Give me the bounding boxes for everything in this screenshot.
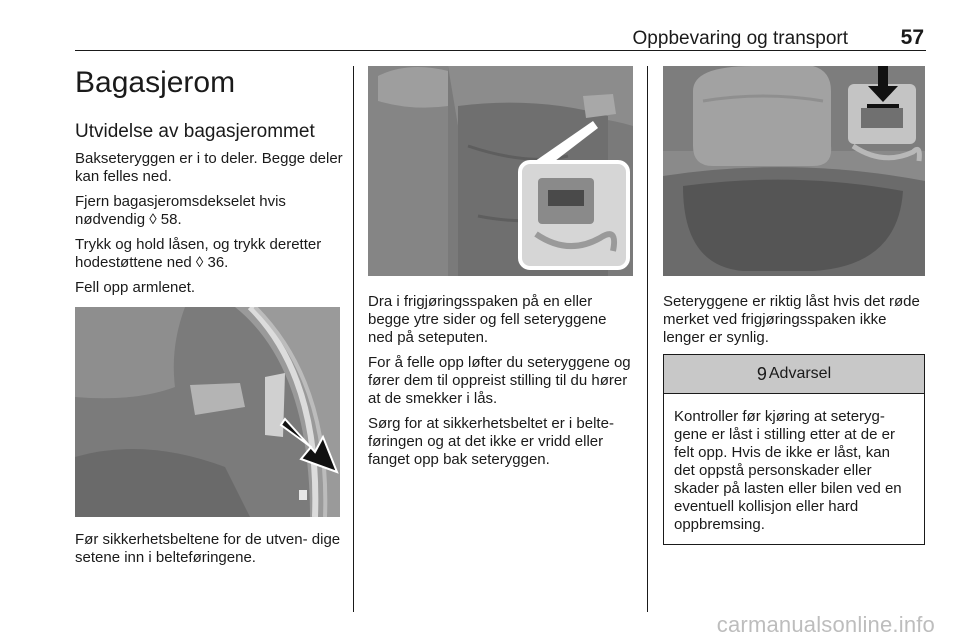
- figure-caption: Før sikkerhetsbeltene for de utven- dige setene inn i belteføringene.: [75, 531, 341, 566]
- column-divider: [647, 66, 648, 612]
- seatbelt-guide-figure: [75, 307, 340, 517]
- warning-box: [663, 354, 925, 545]
- paragraph: Dra i frigjøringsspaken på en eller begge ytre sider og fell seteryggene ned på seteputen.: [368, 293, 607, 346]
- warning-title: Advarsel: [768, 365, 832, 382]
- column-right: [663, 66, 925, 545]
- warning-icon: 9: [756, 363, 767, 384]
- paragraph: Fell opp armlenet.: [75, 279, 196, 296]
- column-left: [75, 66, 343, 574]
- locked-seatback-figure: [663, 66, 925, 276]
- page-header: [75, 24, 926, 51]
- paragraph: Trykk og hold låsen, og trykk deretter hodestøttene ned ◊ 36.: [75, 236, 322, 271]
- release-lever-figure: [368, 66, 633, 276]
- page-number: 57: [900, 26, 924, 49]
- paragraph: Seteryggene er riktig låst hvis det røde merket ved frigjøringsspaken ikke lenger er synlig.: [663, 293, 920, 346]
- warning-header: [664, 355, 924, 394]
- section-title: Oppbevaring og transport: [632, 28, 848, 49]
- paragraph: Bakseteryggen er i to deler. Begge deler kan felles ned.: [75, 150, 343, 185]
- watermark: carmanualsonline.info: [716, 612, 935, 637]
- paragraph: Sørg for at sikkerhetsbeltet er i belte- føringen og at det ikke er vridd eller fanget opp bak seteryggen.: [368, 415, 614, 468]
- paragraph: For å felle opp løfter du seteryggene og fører dem til oppreist stilling til du hører at de smekker i lås.: [368, 354, 631, 407]
- paragraph: Fjern bagasjeromsdekselet hvis nødvendig ◊ 58.: [75, 193, 286, 228]
- column-middle: [368, 66, 633, 476]
- column-divider: [353, 66, 354, 612]
- warning-text: Kontroller før kjøring at seteryg- gene er låst i stilling etter at de er felt opp. Hvis de ikke er låst, kan det oppstå personskader eller skader på lasten eller bilen ved en eventuell kollisjon eller hard oppbremsing.: [674, 408, 902, 533]
- page-title: Bagasjerom: [75, 66, 236, 99]
- section-subtitle: Utvidelse av bagasjerommet: [75, 121, 315, 142]
